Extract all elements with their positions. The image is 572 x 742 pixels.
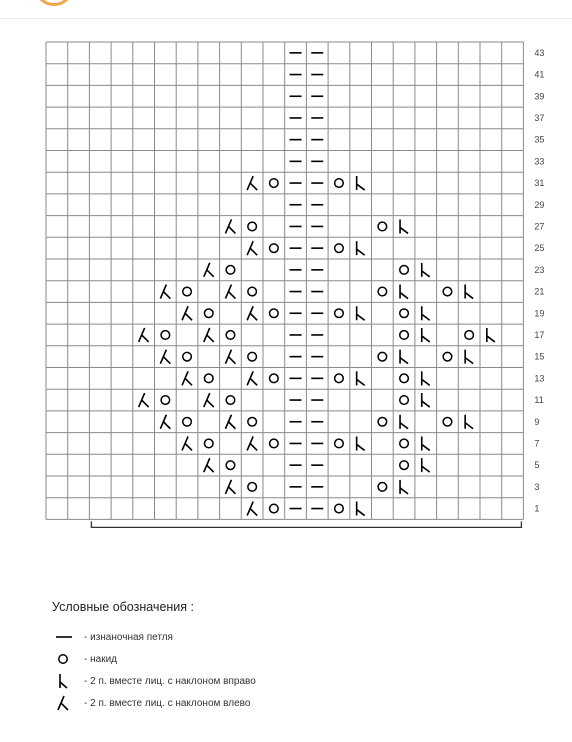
- yarn-over-symbol: [183, 417, 192, 426]
- row-number: 19: [534, 308, 545, 319]
- k2tog-right-symbol: [357, 436, 365, 450]
- row-number: 3: [534, 481, 540, 492]
- row-number: 17: [534, 329, 545, 340]
- row-number: 29: [534, 199, 545, 210]
- row-number: 23: [534, 264, 545, 275]
- k2tog-left-symbol: [139, 393, 149, 407]
- k2tog-right-symbol: [465, 415, 473, 429]
- right-slant-icon: [52, 671, 80, 691]
- row-number: 31: [534, 178, 545, 189]
- yarn-over-symbol: [335, 244, 344, 253]
- legend-item-label: - 2 п. вместе лиц. с наклоном вправо: [84, 675, 256, 687]
- yarn-over-symbol: [183, 352, 192, 361]
- k2tog-left-symbol: [225, 285, 235, 299]
- dash-icon: [52, 627, 80, 647]
- yarn-over-symbol: [400, 461, 409, 470]
- k2tog-left-symbol: [225, 350, 235, 364]
- yarn-over-symbol: [226, 266, 235, 275]
- legend-item-yarn-over: [52, 648, 452, 670]
- yarn-over-symbol: [204, 309, 213, 318]
- row-number: 15: [534, 351, 545, 362]
- k2tog-left-symbol: [160, 350, 170, 364]
- left-slant-icon: [52, 693, 80, 713]
- yarn-over-symbol: [270, 244, 279, 253]
- yarn-over-symbol: [378, 222, 387, 231]
- k2tog-right-symbol: [422, 328, 430, 342]
- legend-item-label: - изнаночная петля: [84, 631, 173, 643]
- k2tog-right-symbol: [357, 502, 365, 516]
- k2tog-left-symbol: [247, 306, 257, 320]
- k2tog-left-symbol: [182, 306, 192, 320]
- row-number: 11: [534, 395, 544, 406]
- repeat-bracket: [91, 521, 521, 527]
- k2tog-right-symbol: [422, 306, 430, 320]
- k2tog-right-symbol: [422, 371, 430, 385]
- k2tog-left-symbol: [204, 263, 214, 277]
- k2tog-right-symbol: [422, 263, 430, 277]
- row-number: 1: [534, 503, 540, 514]
- yarn-over-symbol: [248, 222, 257, 231]
- yarn-over-symbol: [335, 179, 344, 188]
- row-number: 5: [534, 460, 540, 471]
- k2tog-right-symbol: [487, 328, 495, 342]
- yarn-over-symbol: [400, 309, 409, 318]
- yarn-over-symbol: [248, 483, 257, 492]
- yarn-over-symbol: [183, 287, 192, 296]
- yarn-over-symbol: [335, 504, 344, 513]
- row-number: 43: [534, 47, 545, 58]
- yarn-over-symbol: [443, 352, 452, 361]
- k2tog-left-symbol: [225, 415, 235, 429]
- k2tog-left-symbol: [247, 436, 257, 450]
- k2tog-right-symbol: [465, 285, 473, 299]
- k2tog-right-symbol: [465, 350, 473, 364]
- k2tog-right-symbol: [400, 350, 408, 364]
- yarn-over-symbol: [161, 396, 170, 405]
- row-number: 39: [534, 91, 545, 102]
- k2tog-left-symbol: [247, 241, 257, 255]
- k2tog-right-symbol: [357, 241, 365, 255]
- yarn-over-symbol: [400, 266, 409, 275]
- k2tog-right-symbol: [357, 371, 365, 385]
- k2tog-right-symbol: [357, 306, 365, 320]
- k2tog-right-symbol: [400, 415, 408, 429]
- yarn-over-symbol: [248, 352, 257, 361]
- row-number: 13: [534, 373, 545, 384]
- k2tog-right-symbol: [422, 458, 430, 472]
- yarn-over-symbol: [400, 331, 409, 340]
- circle-icon: [52, 649, 80, 669]
- row-number: 21: [534, 286, 545, 297]
- yarn-over-symbol: [226, 461, 235, 470]
- yarn-over-symbol: [400, 374, 409, 383]
- k2tog-right-symbol: [400, 480, 408, 494]
- yarn-over-symbol: [378, 483, 387, 492]
- yarn-over-symbol: [400, 439, 409, 448]
- k2tog-left-symbol: [204, 393, 214, 407]
- row-number: 37: [534, 112, 545, 123]
- row-number: 7: [534, 438, 540, 449]
- k2tog-right-symbol: [400, 219, 408, 233]
- k2tog-right-symbol: [400, 285, 408, 299]
- yarn-over-symbol: [226, 331, 235, 340]
- yarn-over-symbol: [270, 504, 279, 513]
- yarn-over-symbol: [443, 417, 452, 426]
- k2tog-left-symbol: [247, 176, 257, 190]
- k2tog-left-symbol: [139, 328, 149, 342]
- k2tog-left-symbol: [247, 371, 257, 385]
- k2tog-left-symbol: [160, 285, 170, 299]
- yarn-over-symbol: [204, 374, 213, 383]
- yarn-over-symbol: [335, 374, 344, 383]
- yarn-over-symbol: [378, 287, 387, 296]
- k2tog-left-symbol: [204, 328, 214, 342]
- yarn-over-symbol: [270, 309, 279, 318]
- yarn-over-symbol: [378, 417, 387, 426]
- k2tog-left-symbol: [204, 458, 214, 472]
- k2tog-right-symbol: [357, 176, 365, 190]
- legend-item-k2tog-left: [52, 692, 452, 714]
- yarn-over-symbol: [204, 439, 213, 448]
- k2tog-left-symbol: [182, 436, 192, 450]
- row-number: 25: [534, 243, 545, 254]
- legend-item-label: - накид: [84, 653, 117, 665]
- k2tog-left-symbol: [225, 480, 235, 494]
- legend-item-purl: [52, 626, 452, 648]
- yarn-over-symbol: [270, 439, 279, 448]
- legend-item-k2tog-right: [52, 670, 452, 692]
- k2tog-right-symbol: [422, 436, 430, 450]
- yarn-over-symbol: [270, 374, 279, 383]
- yarn-over-symbol: [335, 309, 344, 318]
- yarn-over-symbol: [335, 439, 344, 448]
- row-number: 9: [534, 416, 540, 427]
- yarn-over-symbol: [270, 179, 279, 188]
- row-number: 35: [534, 134, 545, 145]
- k2tog-right-symbol: [422, 393, 430, 407]
- yarn-over-symbol: [443, 287, 452, 296]
- legend: [52, 600, 452, 714]
- k2tog-left-symbol: [247, 502, 257, 516]
- yarn-over-symbol: [161, 331, 170, 340]
- yarn-over-symbol: [400, 396, 409, 405]
- row-number: 41: [534, 69, 545, 80]
- legend-title: Условные обозначения :: [52, 600, 194, 614]
- row-number: 27: [534, 221, 545, 232]
- k2tog-left-symbol: [182, 371, 192, 385]
- k2tog-left-symbol: [225, 219, 235, 233]
- k2tog-left-symbol: [160, 415, 170, 429]
- legend-item-label: - 2 п. вместе лиц. с наклоном влево: [84, 697, 251, 709]
- yarn-over-symbol: [465, 331, 474, 340]
- yarn-over-symbol: [248, 417, 257, 426]
- yarn-over-symbol: [226, 396, 235, 405]
- yarn-over-symbol: [248, 287, 257, 296]
- row-number: 33: [534, 156, 545, 167]
- yarn-over-symbol: [378, 352, 387, 361]
